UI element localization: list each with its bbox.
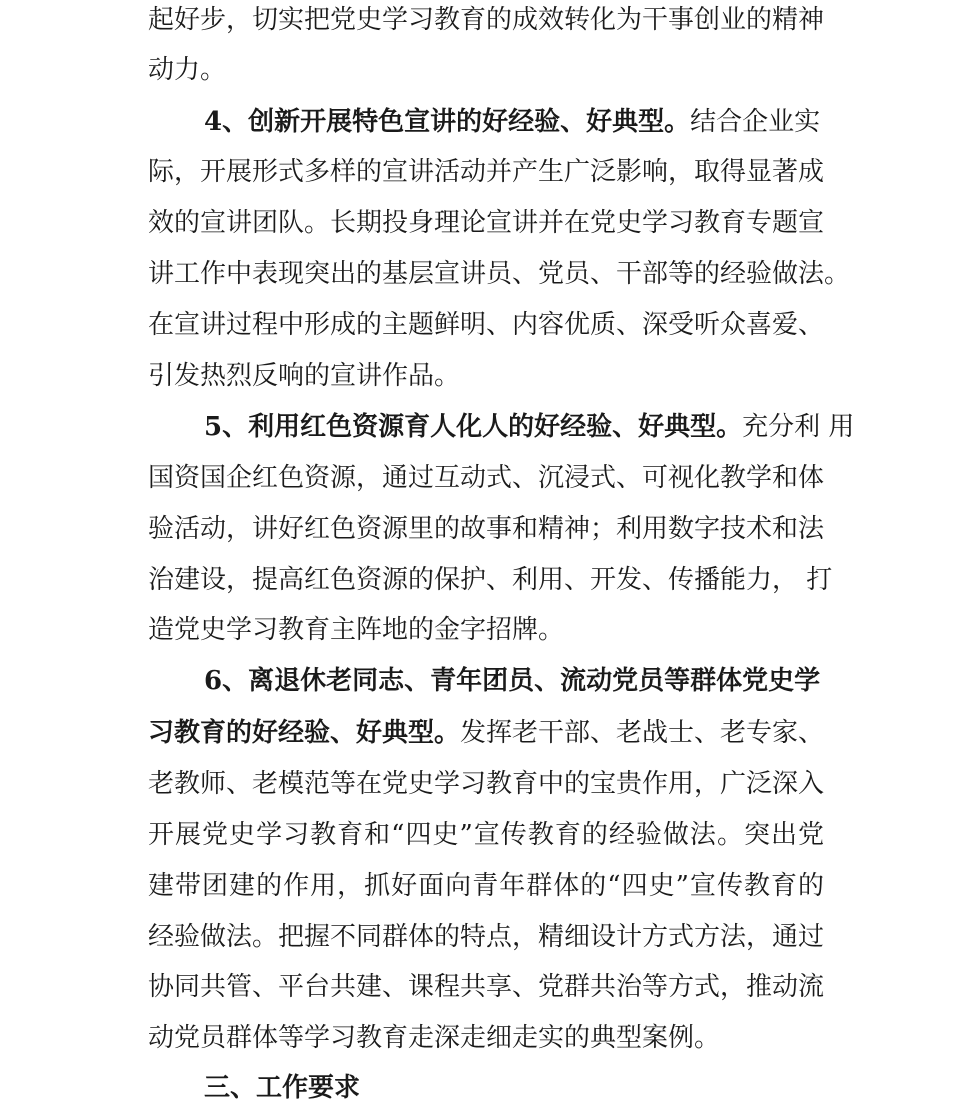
text-line	[148, 610, 564, 650]
text-line	[148, 0, 824, 40]
text-line	[148, 866, 824, 906]
line-text: 引发热烈反响的宣讲作品。	[148, 361, 461, 391]
text-line	[148, 254, 851, 294]
line-text: 造党史学习教育主阵地的金字招牌。	[148, 615, 565, 645]
text-line	[148, 917, 824, 957]
line-text: 讲工作中表现突出的基层宣讲员、党员、干部等的经验做法。	[148, 259, 851, 289]
line-text: 国资国企红色资源，通过互动式、沉浸式、可视化教学和体	[148, 463, 825, 493]
item5-title: 5、利用红色资源育人化人的好经验、好典型。	[204, 412, 743, 442]
text-line	[148, 356, 460, 396]
text-line	[148, 815, 824, 855]
line-text: 际，开展形式多样的宣讲活动并产生广泛影响，取得显著成	[148, 157, 825, 187]
line-text: 治建设，提高红色资源的保护、利用、开发、传播能力， 打	[148, 565, 833, 595]
item6-second-line-rest: 发挥老干部、老战士、老专家、	[460, 718, 825, 748]
line-text: 效的宣讲团队。长期投身理论宣讲并在党史学习教育专题宣	[148, 208, 825, 238]
text-line	[148, 1018, 720, 1058]
item6-second-line	[148, 713, 824, 753]
line-text: 动党员群体等学习教育走深走细走实的典型案例。	[148, 1023, 721, 1053]
line-text: 建带团建的作用，抓好面向青年群体的“四史”宣传教育的	[148, 871, 826, 901]
text-line	[148, 560, 833, 600]
item5-first-line-rest: 充分利 用	[742, 412, 855, 442]
item6-title-part1: 6、离退休老同志、青年团员、流动党员等群体党史学	[204, 666, 821, 696]
line-text: 在宣讲过程中形成的主题鲜明、内容优质、深受听众喜爱、	[148, 310, 825, 340]
line-text: 经验做法。把握不同群体的特点，精细设计方式方法，通过	[148, 922, 825, 952]
text-line	[148, 305, 824, 345]
text-line	[148, 509, 824, 549]
line-text: 开展党史学习教育和“四史”宣传教育的经验做法。突出党	[148, 820, 826, 850]
line-text: 动力。	[148, 55, 227, 85]
line-text: 验活动，讲好红色资源里的故事和精神；利用数字技术和法	[148, 514, 825, 544]
item4-title: 4、创新开展特色宣讲的好经验、好典型。	[204, 107, 691, 137]
item4-first-line	[204, 102, 824, 142]
item6-title-part2: 习教育的好经验、好典型。	[148, 718, 461, 748]
line-text: 协同共管、平台共建、课程共享、党群共治等方式，推动流	[148, 972, 825, 1002]
item5-first-line	[204, 407, 855, 447]
text-line	[148, 50, 226, 90]
text-line	[148, 458, 824, 498]
line-text: 起好步，切实把党史学习教育的成效转化为干事创业的精神	[148, 5, 825, 35]
line-text: 老教师、老模范等在党史学习教育中的宝贵作用，广泛深入	[148, 769, 825, 799]
text-line	[148, 764, 824, 804]
item4-first-line-rest: 结合企业实	[690, 107, 821, 137]
section-heading: 三、工作要求	[204, 1073, 361, 1103]
text-line	[148, 967, 824, 1007]
text-line	[148, 152, 824, 192]
text-line	[148, 203, 824, 243]
item6-title-line1	[204, 661, 824, 701]
